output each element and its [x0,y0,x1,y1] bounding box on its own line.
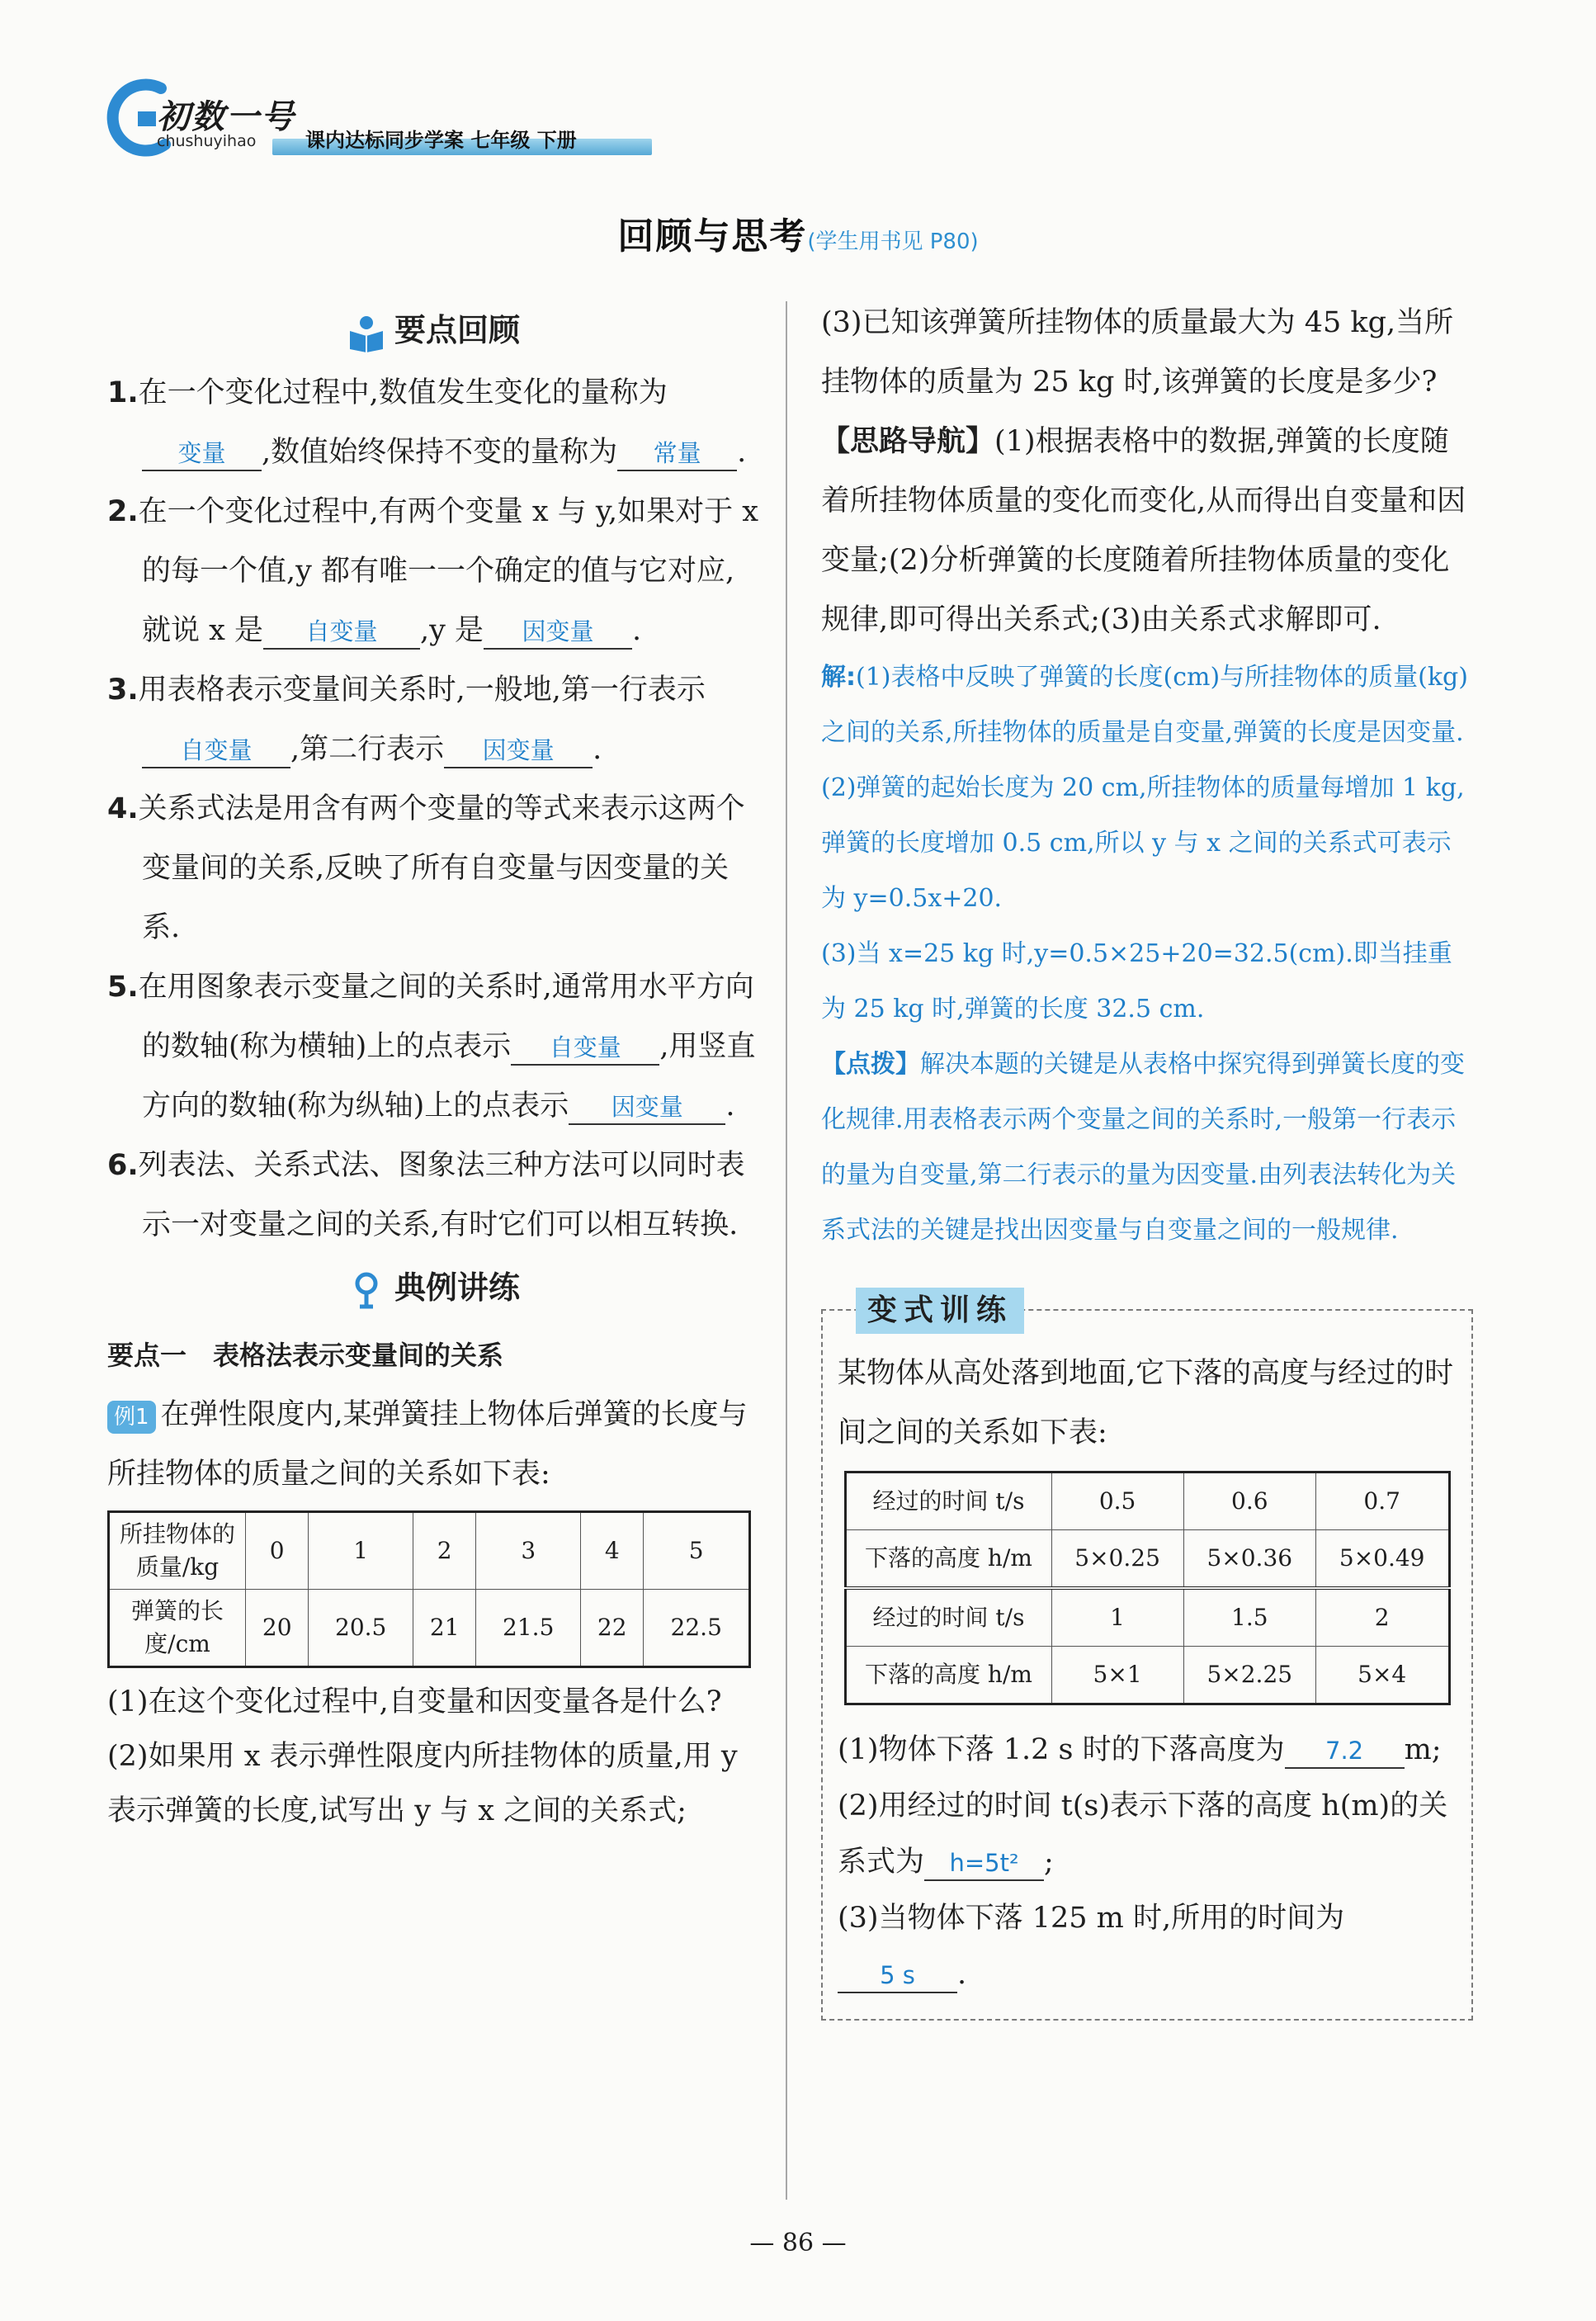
table-cell: 22.5 [644,1590,750,1667]
solution-3: (3)当 x=25 kg 时,y=0.5×25+20=32.5(cm).即当挂重为 25 kg 时,弹簧的长度 32.5 cm. [821,939,1452,1023]
table-cell: 3 [476,1512,581,1590]
examples-heading-text: 典例讲练 [394,1269,520,1306]
table-cell: 2 [413,1512,476,1590]
spring-table [107,1510,751,1668]
table-cell: 1.5 [1183,1588,1315,1647]
table-cell: 4 [581,1512,644,1590]
table-cell: 5×0.36 [1183,1530,1315,1589]
title-main: 回顾与思考 [617,215,808,258]
question-3: (3)已知该弹簧所挂物体的质量最大为 45 kg,当所挂物体的质量为 25 kg 时,该弹簧的长度是多少? [821,306,1454,399]
answer-blank: 因变量 [444,734,593,768]
practice-text: 某物体从高处落到地面,它下落的高度与经过的时间之间的关系如下表: [838,1357,1454,1449]
table-cell: 1 [1051,1588,1183,1647]
item-text: 列表法、关系式法、图象法三种方法可以同时表示一对变量之间的关系,有时它们可以相互转换. [138,1149,745,1241]
table-cell: 5 [644,1512,750,1590]
table-row [109,1590,750,1667]
review-heading [107,297,759,363]
item-text: 在一个变化过程中,有两个变量 x 与 y,如果对于 x 的每一个值,y 都有唯一一个确定的值与它对应,就说 x 是 [138,495,759,647]
page-number: — 86 — [749,2229,847,2257]
falling-table [844,1471,1451,1705]
practice-box [821,1293,1473,2021]
table-cell: 2 [1315,1588,1449,1647]
table-header-cell: 经过的时间 t/s [845,1588,1051,1647]
review-item-5 [107,957,759,1136]
item-text: ,用竖直方向的数轴(称为纵轴)上的点表示 [142,1030,756,1123]
table-header-cell: 弹簧的长度/cm [109,1590,246,1667]
tip-text: 解决本题的关键是从表格中探究得到弹簧长度的变化规律.用表格表示两个变量之间的关系时,一般第一行表示的量为自变量,第二行表示的量为因变量.由列表法转化为关系式法的关键是找出因变量与自变量之间的一般规律. [821,1050,1465,1245]
table-cell: 21 [413,1590,476,1667]
table-row [845,1472,1449,1530]
table-cell: 5×0.49 [1315,1530,1449,1589]
item-number: 3. [107,674,139,707]
series-title: 课内达标同步学案 七年级 下册 [305,129,577,152]
item-text: 关系式法是用含有两个变量的等式来表示这两个变量间的关系,反映了所有自变量与因变量的关系. [138,792,745,944]
example-badge: 例1 [107,1401,156,1434]
question-2: (2)如果用 x 表示弹性限度内所挂物体的质量,用 y 表示弹簧的长度,试写出 y 与 x 之间的关系式; [107,1740,738,1827]
table-cell: 0 [246,1512,309,1590]
guide-label: 【思路导航】 [821,425,995,458]
item-text: . [725,1090,735,1123]
table-cell: 0.6 [1183,1472,1315,1530]
guide-paragraph [821,412,1473,650]
table-cell: 0.7 [1315,1472,1449,1530]
answer-blank: 因变量 [569,1090,725,1125]
table-header-cell: 经过的时间 t/s [845,1472,1051,1530]
book-icon [347,313,386,352]
answer-blank: 变量 [142,437,262,471]
practice-question-3 [838,1890,1457,2002]
item-number: 4. [107,792,139,825]
table-header-cell: 所挂物体的质量/kg [109,1512,246,1590]
item-text: 在一个变化过程中,数值发生变化的量称为 [138,376,668,409]
table-row [845,1588,1449,1647]
question-text: . [957,1958,967,1991]
brand-pinyin: chushuyihao [157,132,257,150]
answer-blank: 自变量 [263,615,420,650]
table-cell: 21.5 [476,1590,581,1667]
solution-label: 解: [821,663,856,692]
tip-label: 【点拨】 [821,1050,920,1079]
guide-text: (1)根据表格中的数据,弹簧的长度随着所挂物体质量的变化而变化,从而得出自变量和因变量;(2)分析弹簧的长度随着所挂物体质量的变化规律,即可得出关系式;(3)由关系式求解即可. [821,425,1466,636]
left-column [107,297,759,1838]
table-row [845,1530,1449,1589]
item-number: 2. [107,495,139,528]
solution-text: (1)表格中反映了弹簧的长度(cm)与所挂物体的质量(kg)之间的关系,所挂物体的质量是自变量,弹簧的长度是因变量. [821,663,1468,747]
answer-blank: 自变量 [511,1031,659,1066]
answer-blank: 因变量 [484,615,632,650]
example-1-text [107,1385,759,1504]
question-text: ; [1044,1846,1054,1879]
table-header-cell: 下落的高度 h/m [845,1647,1051,1704]
table-row [109,1512,750,1590]
review-heading-text: 要点回顾 [394,312,520,348]
example-statement: 在弹性限度内,某弹簧挂上物体后弹簧的长度与所挂物体的质量之间的关系如下表: [107,1398,748,1491]
table-cell: 5×2.25 [1183,1647,1315,1704]
table-cell: 5×0.25 [1051,1530,1183,1589]
solution-2: (2)弹簧的起始长度为 20 cm,所挂物体的质量每增加 1 kg,弹簧的长度增加 0.5 cm,所以 y 与 x 之间的关系式可表示为 y=0.5x+20. [821,773,1465,913]
question-text: m; [1404,1733,1442,1766]
item-number: 6. [107,1149,139,1182]
review-item-4 [107,779,759,957]
page-title [0,206,1596,259]
table-cell: 5×1 [1051,1647,1183,1704]
question-text: (2)用经过的时间 t(s)表示下落的高度 h(m)的关系式为 [838,1789,1448,1879]
item-text: ,数值始终保持不变的量称为 [262,436,618,469]
title-sub: (学生用书见 P80) [807,229,979,254]
item-number: 5. [107,971,139,1004]
table-cell: 20.5 [309,1590,413,1667]
item-text: . [593,733,602,766]
answer-blank: h=5t² [924,1846,1044,1881]
table-cell: 22 [581,1590,644,1667]
answer-blank: 常量 [617,437,737,471]
table-cell: 0.5 [1051,1472,1183,1530]
table-cell: 1 [309,1512,413,1590]
practice-question-1 [838,1722,1457,1778]
item-text: ,y 是 [420,614,484,647]
item-number: 1. [107,376,139,409]
item-text: ,第二行表示 [290,733,445,766]
table-row [845,1647,1449,1704]
solution-1 [821,650,1473,760]
examples-heading [107,1255,759,1321]
answer-blank: 7.2 [1285,1734,1405,1769]
question-text: (1)物体下落 1.2 s 时的下落高度为 [838,1733,1285,1766]
practice-title: 变式训练 [856,1288,1024,1334]
item-text: 在用图象表示变量之间的关系时,通常用水平方向的数轴(称为横轴)上的点表示 [138,971,754,1063]
brand-name: 初数一号 [157,98,295,136]
table-header-cell: 下落的高度 h/m [845,1530,1051,1589]
item-text: . [737,436,747,469]
question-1: (1)在这个变化过程中,自变量和因变量各是什么? [107,1685,722,1718]
review-item-3 [107,660,759,779]
point-heading: 要点一 表格法表示变量间的关系 [107,1340,504,1371]
review-item-1 [107,363,759,482]
answer-blank: 5 s [838,1959,957,1993]
table-cell: 20 [246,1590,309,1667]
review-item-2 [107,482,759,660]
answer-blank: 自变量 [142,734,290,768]
item-text: . [632,614,642,647]
microphone-icon [347,1270,386,1310]
column-divider [786,301,787,2200]
question-text: (3)当物体下落 125 m 时,所用的时间为 [838,1902,1345,1935]
tip-paragraph [821,1037,1473,1258]
right-column [821,293,1473,2021]
table-cell: 5×4 [1315,1647,1449,1704]
review-item-6 [107,1136,759,1255]
item-text: 用表格表示变量间关系时,一般地,第一行表示 [138,674,706,707]
practice-question-2 [838,1778,1457,1890]
